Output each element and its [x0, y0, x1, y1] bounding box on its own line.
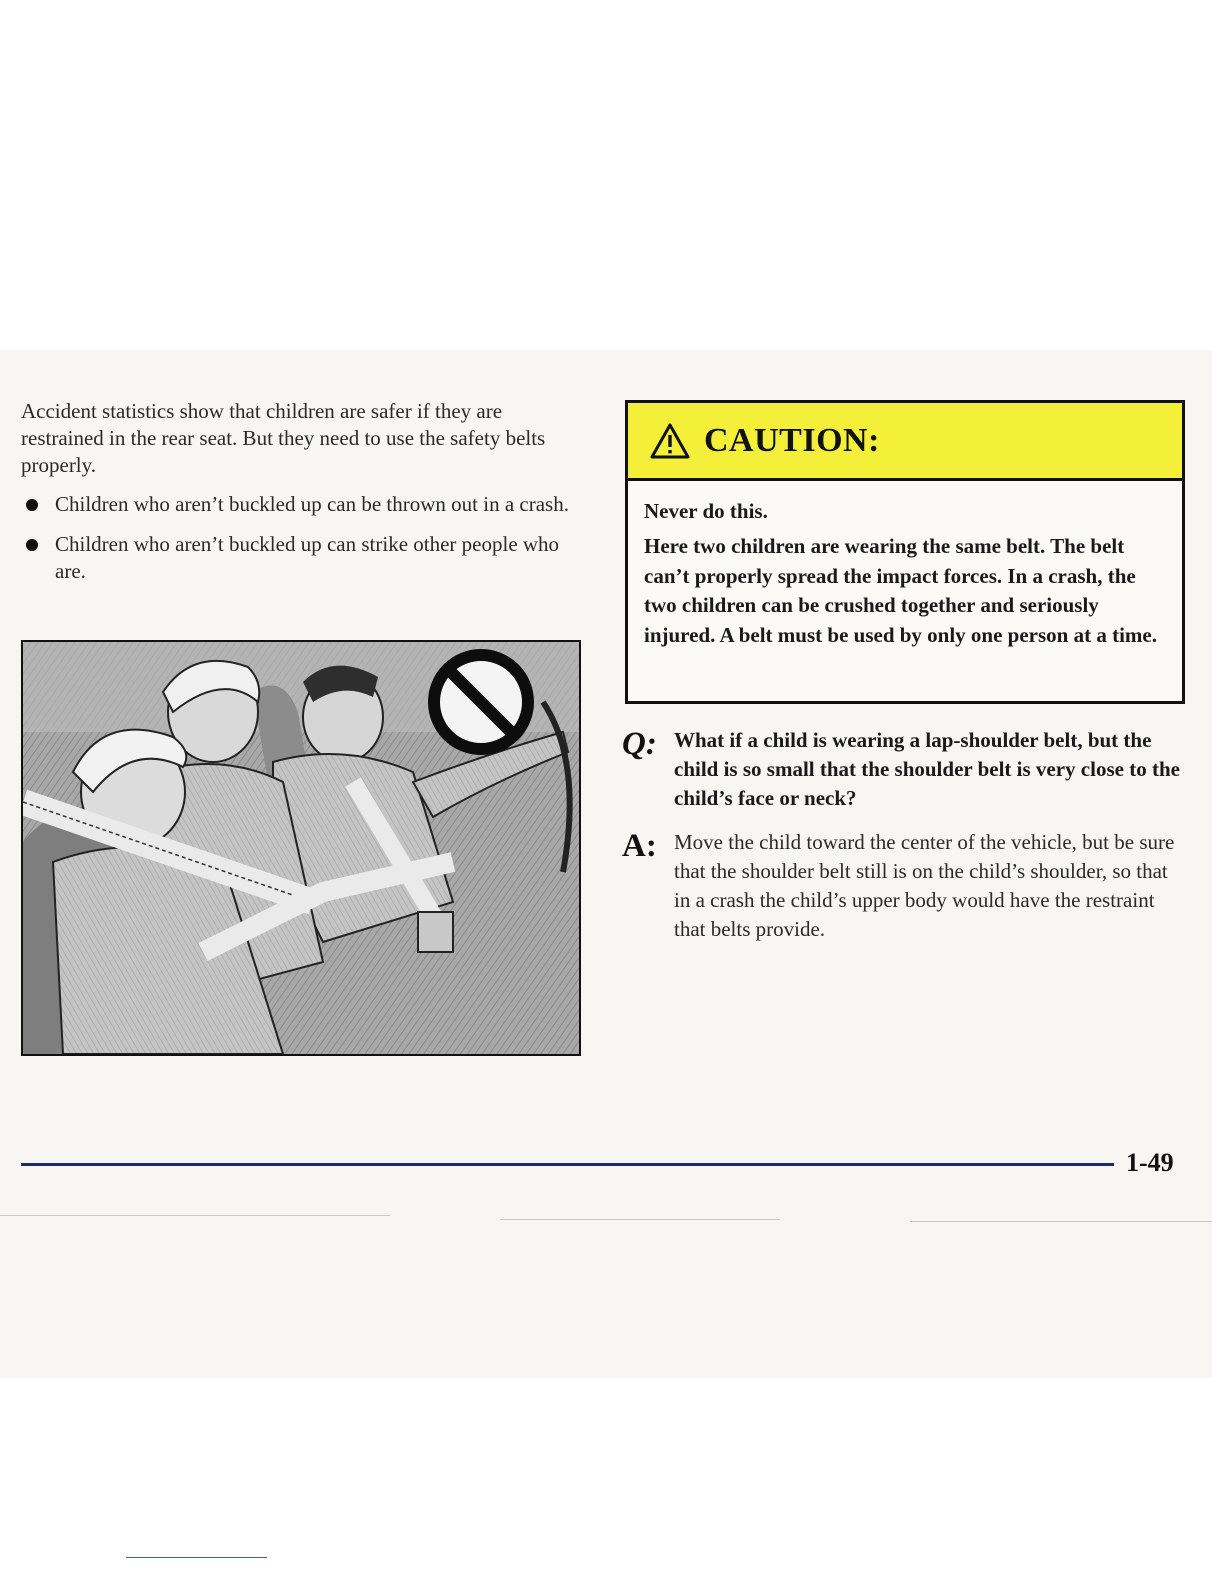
scan-artifact-line — [910, 1221, 1212, 1222]
bullet-item — [21, 531, 581, 585]
bullet-text: Children who aren’t buckled up can strike other people who are. — [55, 532, 560, 583]
bullet-item — [21, 491, 581, 518]
bullet-list — [21, 491, 581, 585]
intro-paragraph: Accident statistics show that children are safer if they are restrained in the rear seat. But they need to use the safety belts properly. — [21, 399, 546, 477]
left-column — [21, 398, 581, 598]
answer-text: Move the child toward the center of the vehicle, but be sure that the shoulder belt still is on the child’s shoulder, so that in a crash the child’s upper body would have the restraint that belts provide. — [674, 830, 1175, 941]
answer-block — [622, 828, 1187, 944]
answer-marker: A: — [622, 828, 657, 864]
scan-artifact-line — [0, 1215, 390, 1216]
caution-text: Here two children are wearing the same belt. The belt can’t properly spread the impact forces. In a crash, the two children can be crushed together and seriously injured. A belt must be used by only one person at a time. — [644, 534, 1157, 647]
bullet-text: Children who aren’t buckled up can be thrown out in a crash. — [55, 492, 569, 516]
children-sharing-belt-illustration — [21, 640, 581, 1056]
scan-artifact-line — [500, 1219, 780, 1220]
question-marker: Q: — [622, 726, 657, 762]
warning-triangle-icon — [650, 423, 690, 459]
page-number: 1-49 — [1126, 1148, 1174, 1177]
illustration-drawing — [23, 642, 579, 1054]
bottom-underline — [126, 1557, 267, 1558]
caution-body — [628, 481, 1182, 650]
caution-box — [625, 400, 1185, 704]
bullet-dot-icon — [26, 539, 38, 551]
question-text: What if a child is wearing a lap-shoulder belt, but the child is so small that the shoulder belt is very close to the child’s face or neck? — [674, 728, 1180, 810]
bullet-dot-icon — [26, 499, 38, 511]
caution-header — [628, 403, 1182, 481]
belt-buckle — [418, 912, 453, 952]
caution-lead: Never do this. — [644, 499, 768, 523]
no-symbol-icon — [434, 655, 528, 749]
caution-title: CAUTION: — [704, 421, 880, 459]
footer-rule — [21, 1163, 1114, 1166]
question-block — [622, 726, 1187, 813]
